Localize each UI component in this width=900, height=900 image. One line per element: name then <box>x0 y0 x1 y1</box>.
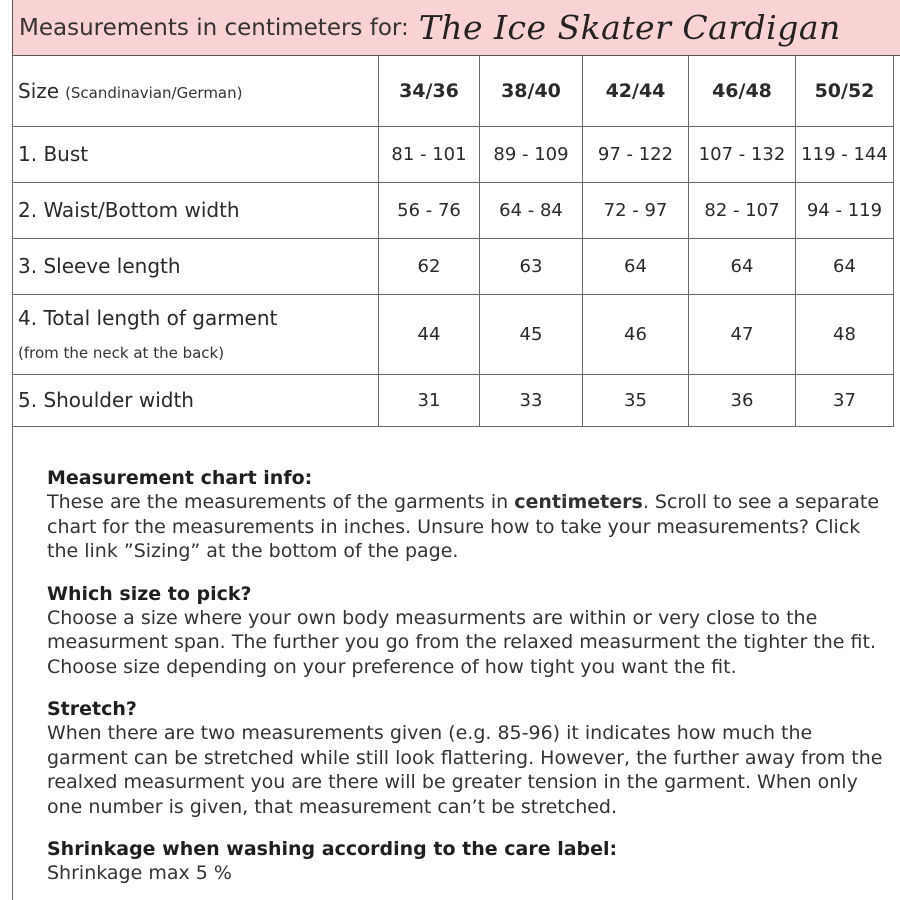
size-column-header: 42/44 <box>583 56 689 126</box>
table-cell: 89 - 109 <box>480 126 583 182</box>
table-cell: 47 <box>689 294 796 374</box>
table-row <box>13 238 894 294</box>
table-cell: 119 - 144 <box>796 126 894 182</box>
table-cell: 46 <box>583 294 689 374</box>
table-cell: 64 <box>583 238 689 294</box>
table-row <box>13 374 894 426</box>
table-cell: 97 - 122 <box>583 126 689 182</box>
pick-size-text: Choose a size where your own body measurments are within or very close to the measurment span. The further you go from the relaxed measurment the tighter the fit. Choose size depending on your preference of how tight you want the fit. <box>47 606 876 678</box>
table-cell: 56 - 76 <box>379 182 480 238</box>
info-section <box>47 466 892 886</box>
size-label: Size <box>18 78 60 103</box>
size-column-header: 34/36 <box>379 56 480 126</box>
table-cell: 62 <box>379 238 480 294</box>
table-cell: 35 <box>583 374 689 426</box>
chart-info-text-part: . Scroll to see a separate chart for the measurements in inches. Unsure how to take your measurements? Click the link ”Sizing” at the bottom of the page. <box>47 491 880 562</box>
table-cell: 44 <box>379 294 480 374</box>
table-cell: 64 <box>689 238 796 294</box>
row-label: 5. Shoulder width <box>13 374 379 426</box>
table-cell: 72 - 97 <box>583 182 689 238</box>
size-column-header: 50/52 <box>796 56 894 126</box>
chart-header <box>12 0 900 56</box>
size-sublabel: (Scandinavian/German) <box>65 83 243 102</box>
chart-info-unit-bold: centimeters <box>514 491 643 513</box>
row-label: 4. Total length of garment <box>18 306 278 330</box>
table-row <box>13 126 894 182</box>
pick-size-heading: Which size to pick? <box>47 582 252 605</box>
garment-title: The Ice Skater Cardigan <box>418 8 841 47</box>
size-column-header: 46/48 <box>689 56 796 126</box>
table-cell: 82 - 107 <box>689 182 796 238</box>
size-header-cell <box>13 56 379 126</box>
header-lead-text: Measurements in centimeters for: <box>19 14 409 41</box>
table-cell: 37 <box>796 374 894 426</box>
table-cell: 81 - 101 <box>379 126 480 182</box>
table-cell: 48 <box>796 294 894 374</box>
table-row <box>13 182 894 238</box>
row-label: 2. Waist/Bottom width <box>13 182 379 238</box>
shrinkage-text: Shrinkage max 5 % <box>47 862 232 884</box>
table-cell: 45 <box>480 294 583 374</box>
chart-info-heading: Measurement chart info: <box>47 467 313 489</box>
table-cell: 36 <box>689 374 796 426</box>
table-row <box>13 294 894 374</box>
stretch-heading: Stretch? <box>47 698 137 720</box>
table-cell: 107 - 132 <box>689 126 796 182</box>
row-label-cell <box>13 294 379 374</box>
table-cell: 64 - 84 <box>480 182 583 238</box>
chart-info-text-part: These are the measurements of the garments in <box>47 491 515 513</box>
table-header-row <box>13 56 894 126</box>
table-cell: 64 <box>796 238 894 294</box>
table-cell: 63 <box>480 238 583 294</box>
table-cell: 31 <box>379 374 480 426</box>
row-label: 1. Bust <box>13 126 379 182</box>
stretch-text: When there are two measurements given (e.g. 85-96) it indicates how much the garment can be stretched while still look flattering. However, the further away from the realxed measurment you are there will be greater tension in the garment. When only one number is given, that measurement can’t be stretched. <box>47 722 883 818</box>
shrinkage-heading: Shrinkage when washing according to the care label: <box>47 838 618 860</box>
measurement-table <box>12 56 894 427</box>
size-column-header: 38/40 <box>480 56 583 126</box>
row-sublabel: (from the neck at the back) <box>18 344 225 362</box>
table-cell: 94 - 119 <box>796 182 894 238</box>
row-label: 3. Sleeve length <box>13 238 379 294</box>
table-cell: 33 <box>480 374 583 426</box>
chart-info-text <box>47 490 892 564</box>
